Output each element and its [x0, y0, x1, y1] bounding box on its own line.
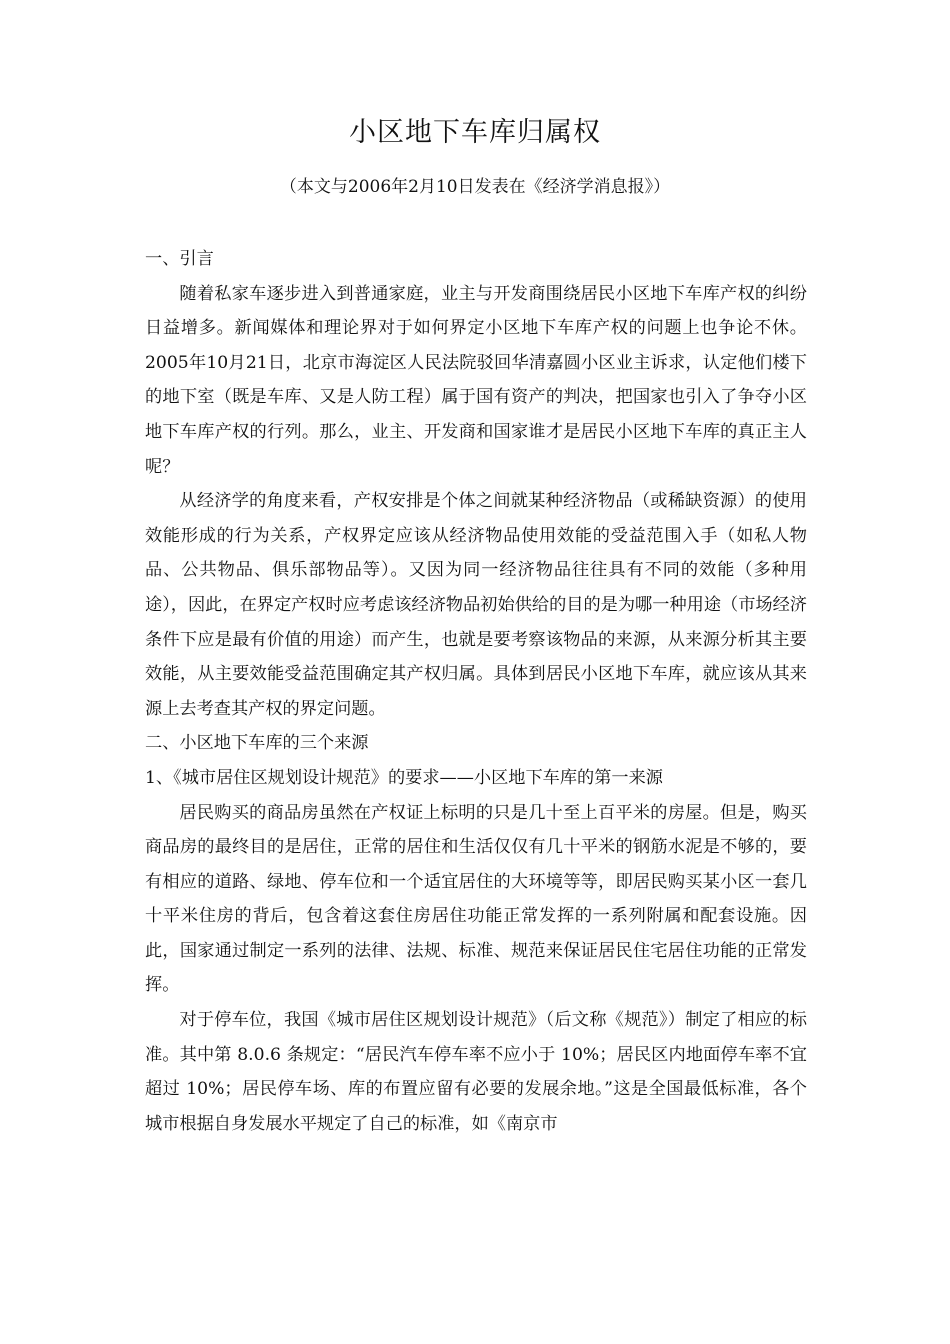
document-title: 小区地下车库归属权	[349, 117, 601, 148]
document-subtitle: （本文与2006年2月10日发表在《经济学消息报》）	[279, 177, 671, 197]
paragraph: 从经济学的角度来看，产权安排是个体之间就某种经济物品（或稀缺资源）的使用效能形成的行为关系，产权界定应该从经济物品使用效能的受益范围入手（如私人物品、公共物品、俱乐部物品等）。又因为同一经济物品往往具有不同的效能（多种用途），因此，在界定产权时应考虑该经济物品初始供给的目的是为哪一种用途（市场经济条件下应是最有价值的用途）而产生，也就是要考察该物品的来源，从来源分析其主要效能，从主要效能受益范围确定其产权归属。具体到居民小区地下车库，就应该从其来源上去考查其产权的界定问题。	[145, 491, 807, 719]
subsection-heading: 1、《城市居住区规划设计规范》的要求——小区地下车库的第一来源	[145, 767, 663, 788]
paragraph: 居民购买的商品房虽然在产权证上标明的只是几十至上百平米的房屋。但是，购买商品房的最终目的是居住，正常的居住和生活仅仅有几十平米的钢筋水泥是不够的，要有相应的道路、绿地、停车位和一个适宜居住的大环境等等，即居民购买某小区一套几十平米住房的背后，包含着这套住房居住功能正常发挥的一系列附属和配套设施。因此，国家通过制定一系列的法律、法规、标准、规范来保证居民住宅居住功能的正常发挥。	[145, 802, 807, 996]
section-heading-intro: 一、引言	[145, 249, 214, 269]
paragraph: 随着私家车逐步进入到普通家庭，业主与开发商围绕居民小区地下车库产权的纠纷日益增多。新闻媒体和理论界对于如何界定小区地下车库产权的问题上也争论不休。2005年10月21日，北京市海淀区人民法院驳回华清嘉圆小区业主诉求，认定他们楼下的地下室（既是车库、又是人防工程）属于国有资产的判决，把国家也引入了争夺小区地下车库产权的行列。那么，业主、开发商和国家谁才是居民小区地下车库的真正主人呢？	[145, 283, 807, 477]
document-body	[145, 242, 807, 1141]
paragraph: 对于停车位，我国《城市居住区规划设计规范》（后文称《规范》）制定了相应的标准。其中第 8.0.6 条规定：“居民汽车停车率不应小于 10%；居民区内地面停车率不宜超过 10%；居民停车场、库的布置应留有必要的发展余地。”这是全国最低标准，各个城市根据自身发展水平规定了自己的标准，如《南京市	[145, 1010, 807, 1134]
section-heading-sources: 二、小区地下车库的三个来源	[145, 733, 369, 754]
